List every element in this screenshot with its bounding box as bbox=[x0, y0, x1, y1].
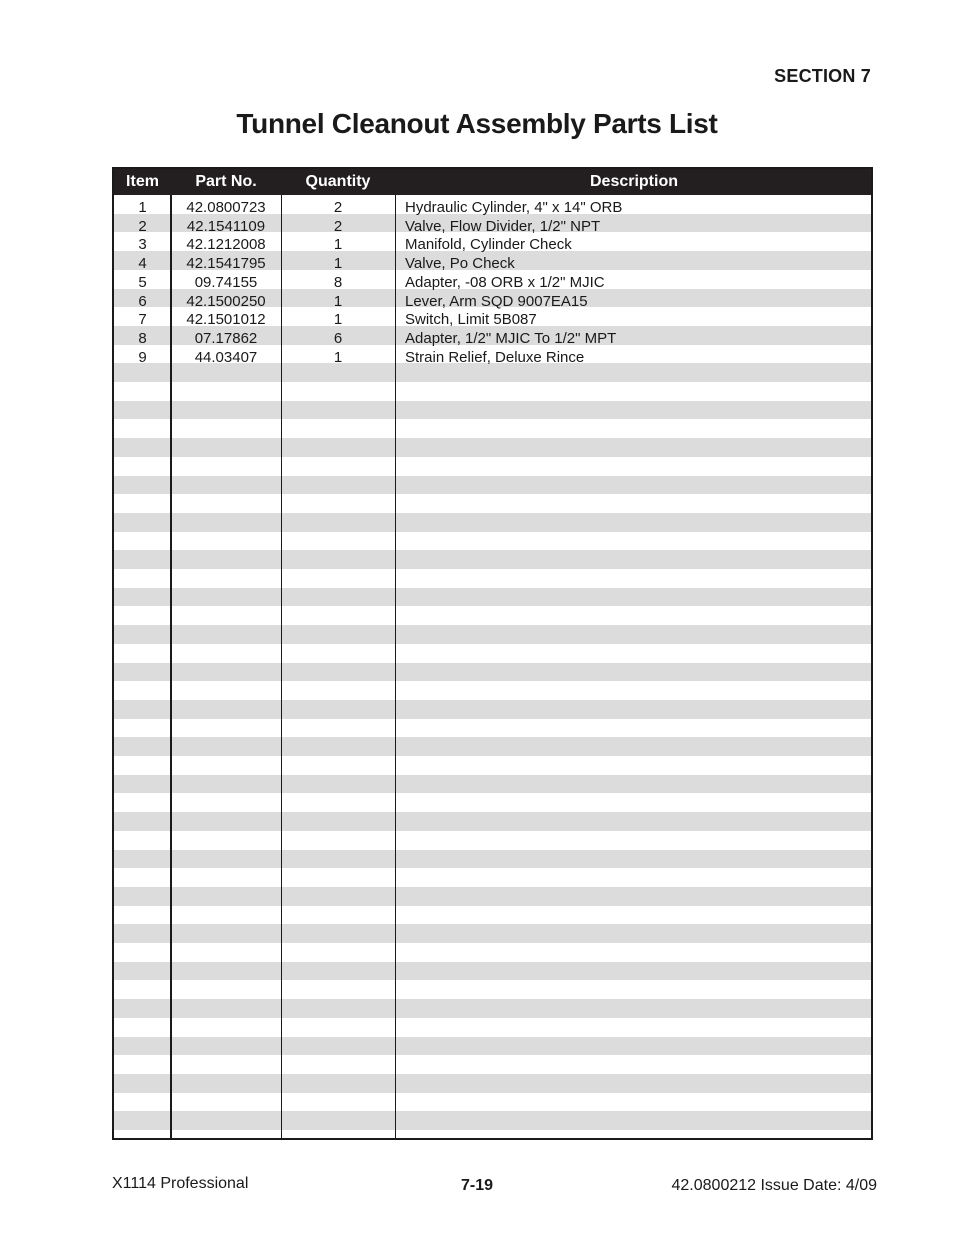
table-body bbox=[114, 195, 871, 1138]
cell-item: 1 bbox=[138, 199, 147, 216]
row-stripe bbox=[114, 663, 871, 682]
cell-description: Valve, Flow Divider, 1/2" NPT bbox=[405, 217, 601, 235]
cell-description: Manifold, Cylinder Check bbox=[405, 236, 572, 254]
row-stripe bbox=[114, 1111, 871, 1130]
cell-item: 5 bbox=[138, 273, 147, 291]
cell-part-no: 42.0800723 bbox=[186, 199, 266, 216]
header-quantity: Quantity bbox=[305, 173, 371, 190]
row-stripe bbox=[114, 924, 871, 943]
cell-description: Valve, Po Check bbox=[405, 255, 515, 273]
table-row bbox=[114, 349, 871, 368]
cell-quantity: 2 bbox=[333, 199, 343, 216]
cell-quantity: 8 bbox=[333, 273, 343, 291]
row-stripe bbox=[114, 962, 871, 981]
cell-description: Hydraulic Cylinder, 4" x 14" ORB bbox=[405, 199, 623, 216]
cell-description: Switch, Limit 5B087 bbox=[405, 311, 537, 329]
cell-description: Lever, Arm SQD 9007EA15 bbox=[405, 292, 588, 310]
column-divider bbox=[281, 195, 282, 1138]
table-row bbox=[114, 199, 871, 218]
section-label: SECTION 7 bbox=[774, 66, 871, 86]
row-stripe bbox=[114, 588, 871, 607]
cell-quantity: 1 bbox=[333, 255, 343, 273]
footer-doc-issue: 42.0800212 Issue Date: 4/09 bbox=[671, 1177, 877, 1194]
cell-part-no: 42.1212008 bbox=[186, 236, 266, 254]
cell-item: 9 bbox=[138, 348, 147, 366]
row-stripe bbox=[114, 438, 871, 457]
cell-quantity: 6 bbox=[333, 329, 343, 347]
cell-description: Adapter, -08 ORB x 1/2" MJIC bbox=[405, 273, 605, 291]
table-row bbox=[114, 255, 871, 274]
cell-description: Strain Relief, Deluxe Rince bbox=[405, 348, 585, 366]
cell-part-no: 42.1500250 bbox=[186, 292, 266, 310]
table-row bbox=[114, 236, 871, 255]
table-row bbox=[114, 218, 871, 237]
cell-item: 2 bbox=[138, 217, 147, 235]
row-stripe bbox=[114, 401, 871, 420]
parts-table bbox=[112, 167, 873, 1140]
row-stripe bbox=[114, 887, 871, 906]
table-header-row bbox=[114, 169, 871, 195]
header-item: Item bbox=[126, 173, 159, 190]
column-divider bbox=[170, 195, 172, 1138]
cell-quantity: 1 bbox=[333, 311, 343, 329]
table-row bbox=[114, 311, 871, 330]
cell-quantity: 1 bbox=[333, 292, 343, 310]
footer-page-number: 7-19 bbox=[460, 1177, 494, 1194]
cell-part-no: 42.1541795 bbox=[186, 255, 266, 273]
cell-quantity: 1 bbox=[333, 348, 343, 366]
cell-item: 6 bbox=[138, 292, 147, 310]
row-stripe bbox=[114, 999, 871, 1018]
table-row bbox=[114, 293, 871, 312]
cell-description: Adapter, 1/2" MJIC To 1/2" MPT bbox=[405, 329, 617, 347]
table-row bbox=[114, 330, 871, 349]
column-divider bbox=[395, 195, 396, 1138]
row-stripe bbox=[114, 625, 871, 644]
page-title: Tunnel Cleanout Assembly Parts List bbox=[236, 108, 718, 139]
row-stripe bbox=[114, 1074, 871, 1093]
table-row bbox=[114, 274, 871, 293]
row-stripe bbox=[114, 550, 871, 569]
row-stripe bbox=[114, 700, 871, 719]
row-stripe bbox=[114, 513, 871, 532]
cell-item: 3 bbox=[138, 236, 147, 254]
row-stripe bbox=[114, 775, 871, 794]
cell-item: 4 bbox=[138, 255, 147, 273]
cell-part-no: 42.1501012 bbox=[186, 311, 266, 329]
row-stripe bbox=[114, 850, 871, 869]
cell-item: 8 bbox=[138, 329, 147, 347]
cell-part-no: 09.74155 bbox=[194, 273, 258, 291]
cell-quantity: 2 bbox=[333, 217, 343, 235]
row-stripe bbox=[114, 476, 871, 495]
header-description: Description bbox=[589, 173, 678, 190]
row-stripe bbox=[114, 1037, 871, 1056]
cell-item: 7 bbox=[138, 311, 147, 329]
footer-model: X1114 Professional bbox=[112, 1175, 249, 1192]
row-stripe bbox=[114, 737, 871, 756]
row-stripe bbox=[114, 812, 871, 831]
cell-quantity: 1 bbox=[333, 236, 343, 254]
cell-part-no: 42.1541109 bbox=[186, 217, 266, 235]
cell-part-no: 44.03407 bbox=[194, 348, 258, 366]
header-part-no: Part No. bbox=[195, 173, 257, 190]
cell-part-no: 07.17862 bbox=[194, 329, 258, 347]
